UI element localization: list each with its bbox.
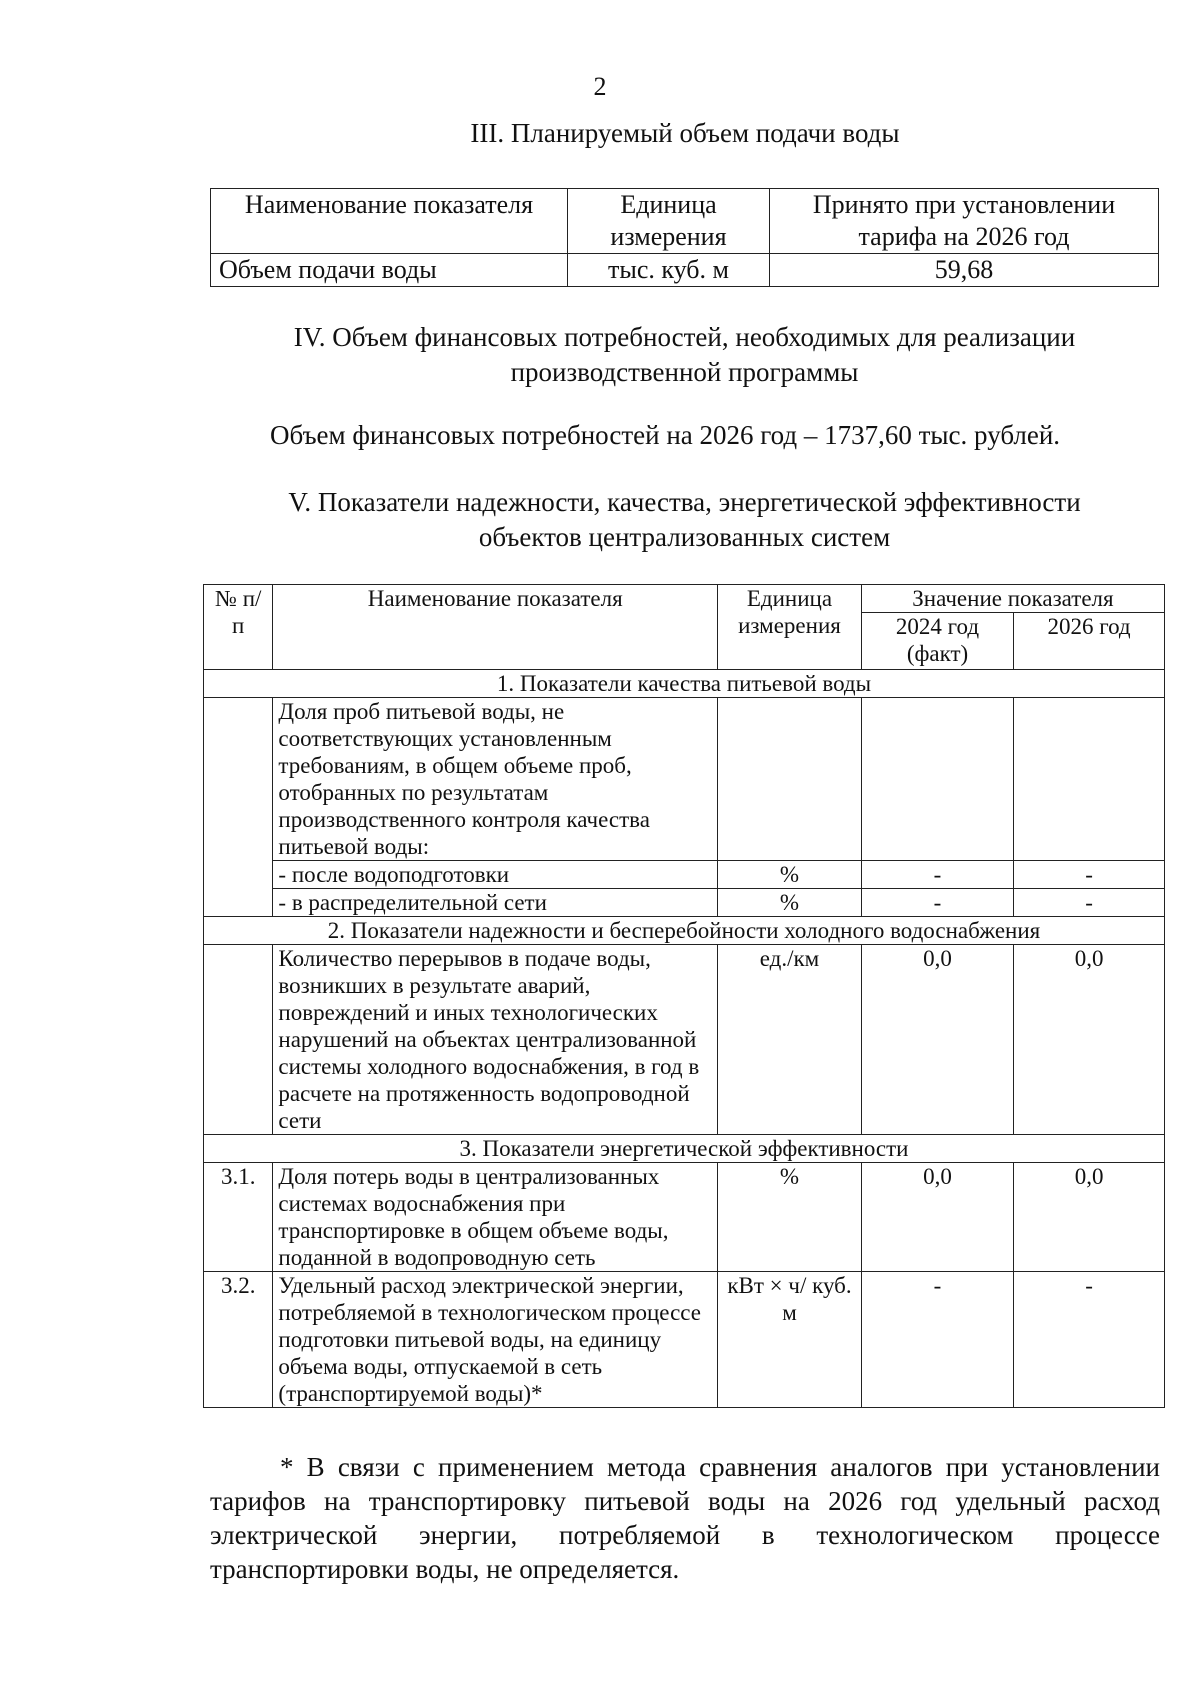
row-unit: % — [718, 861, 862, 889]
row-value-2026: 0,0 — [1014, 945, 1165, 1135]
table-row — [204, 1163, 1165, 1272]
header-unit: Единица измерения — [568, 189, 770, 254]
row-name: Объем подачи воды — [211, 254, 568, 287]
indicators-table — [203, 584, 1165, 1408]
section-4-title — [210, 320, 1159, 390]
table-row — [204, 945, 1165, 1135]
group-row — [204, 917, 1165, 945]
row-value-2024: - — [861, 1272, 1013, 1408]
section-4-title-line1: IV. Объем финансовых потребностей, необходимых для реализации — [293, 322, 1076, 352]
row-value-2024: - — [861, 889, 1013, 917]
row-value-2026: 0,0 — [1014, 1163, 1165, 1272]
row-value-2026: - — [1014, 1272, 1165, 1408]
page-number: 2 — [593, 72, 607, 101]
row-name: - после водоподготовки — [273, 861, 718, 889]
section-4-title-line2: производственной программы — [510, 357, 859, 387]
row-unit: % — [718, 889, 862, 917]
row-num — [204, 698, 273, 917]
footnote-text: * В связи с применением метода сравнения аналогов при установлении тарифов на транспортировку питьевой воды на 2026 год удельный расход электрической энергии, потребляемой в технологическом процессе транспортировки воды, не определяется. — [210, 1452, 1160, 1584]
header-num: № п/п — [204, 585, 273, 670]
row-value-2026: - — [1014, 889, 1165, 917]
section-5-title-line1: V. Показатели надежности, качества, энергетической эффективности — [288, 487, 1081, 517]
row-unit: кВт × ч/ куб. м — [718, 1272, 862, 1408]
group-2-title: 2. Показатели надежности и бесперебойности холодного водоснабжения — [204, 917, 1165, 945]
section-5-title — [210, 485, 1159, 555]
table-row — [204, 698, 1165, 861]
row-value-2024: - — [861, 861, 1013, 889]
group-3-title: 3. Показатели энергетической эффективности — [204, 1135, 1165, 1163]
financial-needs-text: Объем финансовых потребностей на 2026 год – 1737,60 тыс. рублей. — [270, 420, 1061, 450]
section-5-title-line2: объектов централизованных систем — [478, 522, 891, 552]
footnote — [210, 1450, 1160, 1586]
row-value-2026: - — [1014, 861, 1165, 889]
row-name: Количество перерывов в подаче воды, возникших в результате аварий, повреждений и иных технологических нарушений на объектах централизованной системы холодного водоснабжения, в год в расчете на протяженность водопроводной сети — [273, 945, 718, 1135]
table-row — [204, 861, 1165, 889]
row-unit: % — [718, 1163, 862, 1272]
row-num — [204, 945, 273, 1135]
row-num: 3.1. — [204, 1163, 273, 1272]
row-unit — [718, 698, 862, 861]
table-row — [204, 1272, 1165, 1408]
water-supply-table — [210, 188, 1159, 287]
header-year-2026: 2026 год — [1014, 613, 1165, 670]
group-1-title: 1. Показатели качества питьевой воды — [204, 670, 1165, 698]
row-value-2024: 0,0 — [861, 945, 1013, 1135]
header-tariff: Принято при установлении тарифа на 2026 год — [770, 189, 1159, 254]
table-header-row — [204, 585, 1165, 613]
row-value-2026 — [1014, 698, 1165, 861]
group-row — [204, 670, 1165, 698]
row-num: 3.2. — [204, 1272, 273, 1408]
header-year-2024: 2024 год (факт) — [861, 613, 1013, 670]
group-1-indicator: Доля проб питьевой воды, не соответствующих установленным требованиям, в общем объеме проб, отобранных по результатам производственного контроля качества питьевой воды: — [273, 698, 718, 861]
row-unit: тыс. куб. м — [568, 254, 770, 287]
row-name: Доля потерь воды в централизованных системах водоснабжения при транспортировке в общем объеме воды, поданной в водопроводную сеть — [273, 1163, 718, 1272]
row-value: 59,68 — [770, 254, 1159, 287]
row-name: Удельный расход электрической энергии, потребляемой в технологическом процессе подготовки питьевой воды, на единицу объема воды, отпускаемой в сеть (транспортируемой воды)* — [273, 1272, 718, 1408]
table-row — [204, 889, 1165, 917]
header-name: Наименование показателя — [273, 585, 718, 670]
row-unit: ед./км — [718, 945, 862, 1135]
header-unit: Единица измерения — [718, 585, 862, 670]
section-3-title: III. Планируемый объем подачи воды — [470, 118, 900, 148]
row-value-2024: 0,0 — [861, 1163, 1013, 1272]
table-row — [211, 254, 1159, 287]
row-value-2024 — [861, 698, 1013, 861]
table-header-row — [211, 189, 1159, 254]
group-row — [204, 1135, 1165, 1163]
header-indicator: Наименование показателя — [211, 189, 568, 254]
header-value-group: Значение показателя — [861, 585, 1164, 613]
row-name: - в распределительной сети — [273, 889, 718, 917]
